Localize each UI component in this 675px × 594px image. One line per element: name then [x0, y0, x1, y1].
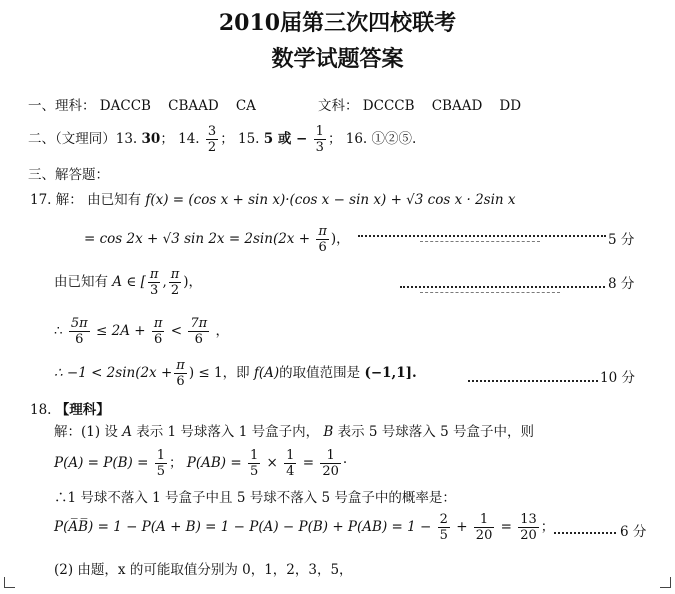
- leader-dots: [468, 380, 598, 382]
- section2-line: 二、（文理同）13. 30； 14. $\frac{3}{2}$ ； 15. 5 或 − $\frac{1}{3}$ ； 16. ①②⑤.: [28, 124, 417, 155]
- comma: ,: [162, 274, 167, 290]
- answer-16: ①②⑤.: [371, 131, 417, 147]
- pi-over-6: $\frac{\pi}{6}$: [153, 316, 163, 347]
- equals-symbol: =: [500, 519, 512, 535]
- answer-15-part: 5 或 −: [263, 131, 308, 147]
- q17-line3: [54, 265, 202, 299]
- q17-number: 17.: [30, 192, 52, 208]
- q17-line3-formula: A ∈ [: [112, 274, 146, 290]
- q17-line5: [54, 356, 417, 390]
- two-fifths: $\frac{2}{5}$: [439, 512, 448, 543]
- event-a: A: [122, 424, 132, 440]
- wavy-underline: [420, 289, 560, 293]
- dot-symbol: ·: [342, 455, 348, 471]
- answer-14-fraction: $\frac{3}{2}$: [207, 124, 217, 155]
- times-symbol: ×: [266, 455, 278, 471]
- therefore-symbol: ∴: [54, 323, 63, 339]
- equals-symbol: =: [302, 455, 315, 471]
- q17-line3-close: )，: [183, 274, 203, 290]
- section1-label: 一、理科：: [28, 98, 96, 114]
- plus-symbol: +: [456, 519, 468, 535]
- q17-line5-a: ∴ −1 < 2sin(2x +: [54, 365, 173, 381]
- q18-p4: [54, 510, 554, 544]
- one-fifth: $\frac{1}{5}$: [156, 448, 165, 479]
- q17-line5-b: ) ≤ 1，即: [188, 365, 250, 381]
- q17-line4-mid1: ≤ 2A +: [96, 323, 146, 339]
- q18-p1-b: 表示 1 号球落入 1 号盒子内，: [136, 424, 320, 440]
- one-fifth: $\frac{1}{5}$: [249, 448, 259, 479]
- q15-label: 15.: [237, 131, 260, 147]
- score-10: 10 分: [600, 370, 635, 386]
- one-twentieth: $\frac{1}{20}$: [475, 512, 493, 543]
- q18-p2-a: P(A) = P(B) =: [54, 455, 149, 471]
- leader-dots: [554, 532, 616, 534]
- score-6: 6 分: [620, 524, 647, 540]
- q18-p4-b: ) = 1 − P(A + B) = 1 − P(A) − P(B) + P(AB) = 1 −: [88, 519, 432, 535]
- 5pi-over-6: $\frac{5\pi}{6}$: [70, 316, 88, 347]
- q17-line5-d: 的取值范围是: [279, 365, 361, 381]
- leader-dots: [400, 286, 605, 288]
- q18-p5: (2) 由题，x 的可能取值分别为 0，1，2，3，5，: [54, 562, 353, 578]
- q18-p2: [54, 446, 347, 480]
- one-twentieth: $\frac{1}{20}$: [322, 448, 339, 479]
- q17-line5-c: f(A): [253, 365, 280, 381]
- answer-13: 30: [141, 131, 161, 147]
- pi-over-2: $\frac{\pi}{2}$: [170, 267, 180, 298]
- complement-ab: A̅B̅: [68, 519, 89, 535]
- wavy-underline: [420, 238, 540, 242]
- 7pi-over-6: $\frac{7\pi}{6}$: [190, 316, 208, 347]
- document-title: 2010届第三次四校联考: [218, 10, 457, 36]
- one-fourth: $\frac{1}{4}$: [286, 448, 295, 479]
- answer-15-fraction: $\frac{1}{3}$: [315, 124, 324, 155]
- document-subtitle: 数学试题答案: [271, 46, 404, 72]
- q18-tag: 【理科】: [55, 402, 110, 418]
- q14-label: 14.: [178, 131, 200, 147]
- q17-line1-formula: f(x) = (cos x + sin x)·(cos x − sin x) + √3 cos x · 2sin x: [145, 192, 516, 208]
- q16-label: 16.: [345, 131, 368, 147]
- q17-line4: [54, 314, 229, 348]
- q17-line3-text: 由已知有: [54, 274, 108, 290]
- q17-line2-close: )，: [330, 231, 350, 247]
- arts-label: 文科：: [318, 98, 359, 114]
- q18-number: 18.: [30, 402, 52, 418]
- q18-p1-a: 解：(1) 设: [54, 424, 118, 440]
- corner-mark-right: [660, 577, 671, 588]
- section1-line: [28, 96, 256, 116]
- corner-mark-left: [4, 577, 15, 588]
- q17-solve: 解：: [55, 192, 83, 208]
- arts-answers: DCCCB CBAAD DD: [362, 98, 522, 114]
- event-b: B: [323, 424, 334, 440]
- q18-p1-c: 表示 5 号球落入 5 号盒子中，则: [337, 424, 534, 440]
- section3-label: 三、解答题：: [28, 167, 109, 183]
- science-answers: DACCB CBAAD CA: [99, 98, 256, 114]
- pi-over-3: $\frac{\pi}{3}$: [149, 267, 159, 298]
- q17-line4-mid2: <: [170, 323, 183, 339]
- q18-header: [30, 400, 110, 420]
- arts-line: [318, 96, 521, 116]
- q18-p4-end: ；: [540, 519, 555, 535]
- leader-dots: [358, 235, 606, 237]
- q18-p3: ∴1 号球不落入 1 号盒子中且 5 号球不落入 5 号盒子中的概率是：: [54, 490, 456, 506]
- q18-p1: [54, 422, 534, 442]
- q17-line2-formula: = cos 2x + √3 sin 2x = 2sin(2x +: [84, 231, 311, 247]
- q17-line5-e: (−1,1].: [364, 365, 417, 381]
- q18-p2-b: ；: [168, 455, 183, 471]
- thirteen-twentieths: $\frac{13}{20}$: [520, 512, 537, 543]
- pi-over-6: $\frac{\pi}{6}$: [318, 224, 327, 255]
- q17-line1: [30, 190, 516, 210]
- score-5: 5 分: [608, 232, 635, 248]
- q17-line2: [84, 222, 350, 256]
- q17-line1-text: 由已知有: [87, 192, 142, 208]
- q17-line4-end: ，: [215, 323, 229, 339]
- section2-label: 二、（文理同）13.: [28, 131, 138, 147]
- score-8: 8 分: [608, 276, 635, 292]
- q18-p4-a: P(: [54, 519, 69, 535]
- pi-over-6: $\frac{\pi}{6}$: [176, 358, 185, 389]
- q18-p2-c: P(AB) =: [186, 455, 242, 471]
